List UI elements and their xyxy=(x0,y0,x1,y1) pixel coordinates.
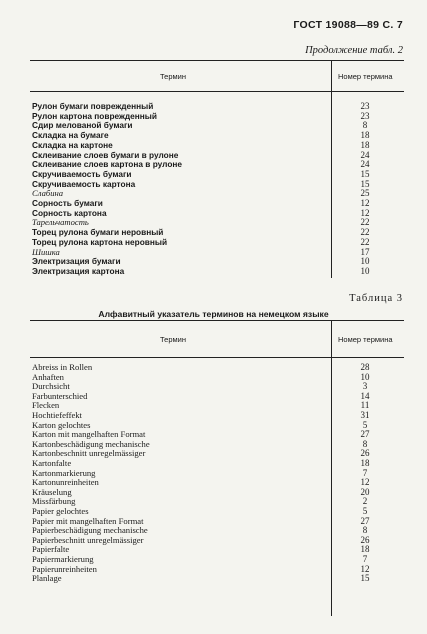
table-row xyxy=(30,448,404,458)
table-row xyxy=(30,237,404,247)
term-cell: Anhaften xyxy=(32,371,64,382)
table-row xyxy=(30,564,404,574)
table-row xyxy=(30,410,404,420)
term-cell: Электризация бумаги xyxy=(32,256,121,267)
table-row xyxy=(30,516,404,526)
table-row xyxy=(30,198,404,208)
term-number-cell: 27 xyxy=(360,515,370,526)
table-row xyxy=(30,400,404,410)
table-row xyxy=(30,468,404,478)
term-number-cell: 14 xyxy=(360,390,370,401)
table-row xyxy=(30,496,404,506)
table-row xyxy=(30,179,404,189)
table-row xyxy=(30,208,404,218)
term-number-cell: 7 xyxy=(362,467,368,478)
table-row xyxy=(30,477,404,487)
term-cell: Тарельчатость xyxy=(32,217,89,228)
table-row xyxy=(30,525,404,535)
term-cell: Склеивание слоев бумаги в рулоне xyxy=(32,149,179,160)
term-cell: Karton gelochtes xyxy=(32,419,91,430)
term-cell: Papier mit mangelhaften Format xyxy=(32,515,144,526)
term-cell: Сорность картона xyxy=(32,207,107,218)
term-cell: Kräuselung xyxy=(32,486,72,497)
column-header-term: Термин xyxy=(160,335,186,344)
table-row xyxy=(30,227,404,237)
term-cell: Abreiss in Rollen xyxy=(32,362,93,372)
table-row xyxy=(30,130,404,140)
term-number-cell: 26 xyxy=(360,448,370,459)
table-row xyxy=(30,362,404,372)
term-number-cell: 24 xyxy=(360,159,370,170)
term-number-cell: 22 xyxy=(360,217,370,228)
term-number-cell: 10 xyxy=(360,265,370,276)
term-number-cell: 10 xyxy=(360,256,370,267)
column-header-number: Номер термина xyxy=(338,335,393,344)
term-cell: Торец рулона картона неровный xyxy=(32,236,168,247)
term-cell: Kartonbeschädigung mechanische xyxy=(32,438,150,449)
term-number-cell: 8 xyxy=(362,525,368,536)
term-cell: Missfärbung xyxy=(32,496,76,507)
term-number-cell: 15 xyxy=(360,178,370,189)
term-number-cell: 23 xyxy=(360,110,370,121)
term-number-cell: 18 xyxy=(360,139,370,150)
term-number-cell: 18 xyxy=(360,130,370,141)
term-cell: Шишка xyxy=(32,246,60,257)
term-cell: Kartonfalte xyxy=(32,458,72,468)
term-number-cell: 12 xyxy=(360,198,370,208)
term-number-cell: 17 xyxy=(360,246,370,257)
term-number-cell: 8 xyxy=(362,438,368,449)
table-row xyxy=(30,247,404,257)
term-number-cell: 7 xyxy=(362,554,368,564)
table-row xyxy=(30,381,404,391)
table-row xyxy=(30,506,404,516)
term-cell: Kartonunreinheiten xyxy=(32,477,99,488)
table-row xyxy=(30,111,404,121)
table-2 xyxy=(30,60,404,280)
term-number-cell: 18 xyxy=(360,458,370,468)
term-number-cell: 12 xyxy=(360,477,370,488)
term-cell: Papierunreinheiten xyxy=(32,563,97,574)
term-number-cell: 22 xyxy=(360,236,370,247)
term-cell: Papierbeschnitt unregelmässiger xyxy=(32,534,144,545)
term-cell: Сдир мелованой бумаги xyxy=(32,120,133,131)
term-cell: Электризация картона xyxy=(32,265,125,276)
term-cell: Складка на картоне xyxy=(32,139,113,150)
table-row xyxy=(30,429,404,439)
term-number-cell: 22 xyxy=(360,227,370,238)
term-number-cell: 2 xyxy=(362,496,368,507)
table-row xyxy=(30,120,404,130)
term-cell: Planlage xyxy=(32,573,62,584)
term-cell: Kartonbeschnitt unregelmässiger xyxy=(32,448,146,459)
term-cell: Hochtiefeffekt xyxy=(32,410,82,420)
table-row xyxy=(30,391,404,401)
table-row xyxy=(30,140,404,150)
term-cell: Papierfalte xyxy=(32,544,70,555)
table-row xyxy=(30,256,404,266)
table-3-title: Алфавитный указатель терминов на немецком языке xyxy=(98,309,329,319)
term-cell: Рулон картона поврежденный xyxy=(32,110,157,121)
table-3 xyxy=(30,320,404,620)
term-number-cell: 3 xyxy=(362,381,368,392)
term-cell: Складка на бумаге xyxy=(32,130,109,141)
term-number-cell: 5 xyxy=(362,506,368,516)
table-row xyxy=(30,188,404,198)
term-number-cell: 10 xyxy=(360,371,370,382)
term-number-cell: 23 xyxy=(360,101,370,111)
column-header-number: Номер термина xyxy=(338,72,393,81)
table-row xyxy=(30,487,404,497)
table-row xyxy=(30,266,404,276)
term-cell: Скручиваемость бумаги xyxy=(32,168,132,179)
term-number-cell: 26 xyxy=(360,534,370,545)
term-number-cell: 18 xyxy=(360,544,370,555)
term-number-cell: 24 xyxy=(360,149,370,160)
table-top-rule xyxy=(30,60,404,61)
table-top-rule xyxy=(30,320,404,321)
term-number-cell: 27 xyxy=(360,429,370,440)
term-number-cell: 12 xyxy=(360,563,370,574)
term-number-cell: 5 xyxy=(362,419,368,430)
term-cell: Flecken xyxy=(32,400,60,411)
term-number-cell: 20 xyxy=(360,486,370,497)
term-cell: Farbunterschied xyxy=(32,390,88,401)
table-row xyxy=(30,372,404,382)
term-number-cell: 15 xyxy=(360,168,370,179)
term-cell: Склеивание слоев картона в рулоне xyxy=(32,159,183,170)
table-row xyxy=(30,150,404,160)
term-number-cell: 28 xyxy=(360,362,370,372)
term-cell: Скручиваемость картона xyxy=(32,178,136,189)
table-row xyxy=(30,535,404,545)
term-cell: Karton mit mangelhaften Format xyxy=(32,429,146,440)
term-number-cell: 11 xyxy=(360,400,370,411)
term-cell: Papierbeschädigung mechanische xyxy=(32,525,148,536)
term-cell: Papiermarkierung xyxy=(32,554,94,564)
table-row xyxy=(30,573,404,583)
term-cell: Слабина xyxy=(32,188,64,199)
table-row xyxy=(30,169,404,179)
term-cell: Рулон бумаги поврежденный xyxy=(32,101,154,111)
term-number-cell: 12 xyxy=(360,207,370,218)
term-cell: Торец рулона бумаги неровный xyxy=(32,227,164,238)
table-3-label: Таблица 3 xyxy=(349,293,403,304)
term-number-cell: 31 xyxy=(360,410,370,420)
table-row xyxy=(30,544,404,554)
table-row xyxy=(30,554,404,564)
table-row xyxy=(30,101,404,111)
table-header-rule xyxy=(30,91,404,92)
term-number-cell: 8 xyxy=(362,120,368,131)
term-cell: Kartonmarkierung xyxy=(32,467,96,478)
page-header: ГОСТ 19088—89 С. 7 xyxy=(293,19,403,31)
column-header-term: Термин xyxy=(160,72,186,81)
term-cell: Durchsicht xyxy=(32,381,70,392)
table-continuation-label: Продолжение табл. 2 xyxy=(305,45,403,56)
term-number-cell: 15 xyxy=(360,573,370,584)
term-cell: Papier gelochtes xyxy=(32,506,89,516)
table-row xyxy=(30,420,404,430)
table-header-rule xyxy=(30,357,404,358)
table-row xyxy=(30,217,404,227)
table-row xyxy=(30,159,404,169)
table-row xyxy=(30,439,404,449)
table-row xyxy=(30,458,404,468)
term-cell: Сорность бумаги xyxy=(32,198,103,208)
term-number-cell: 25 xyxy=(360,188,370,199)
